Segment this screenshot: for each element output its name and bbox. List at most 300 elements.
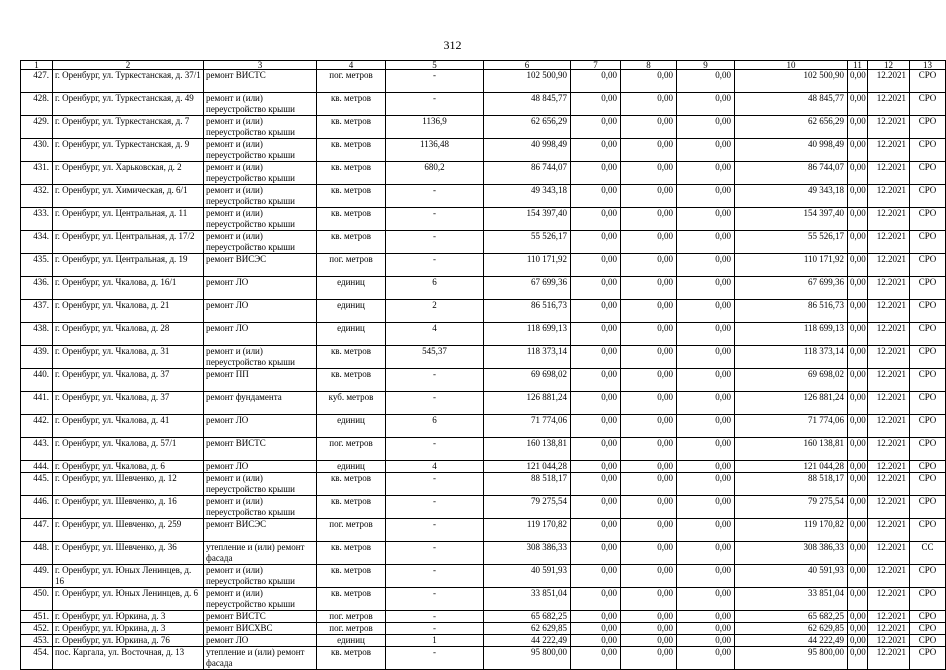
table-cell: 0,00 (571, 70, 621, 93)
table-cell: 0,00 (848, 647, 868, 670)
table-cell: 0,00 (571, 277, 621, 300)
table-cell: 0,00 (571, 473, 621, 496)
table-cell: 0,00 (621, 208, 677, 231)
table-cell: СРО (910, 461, 946, 473)
table-cell: ремонт ВИСЭС (204, 519, 317, 542)
table-cell: кв. метров (317, 231, 386, 254)
table-cell: 0,00 (571, 323, 621, 346)
table-cell: пог. метров (317, 623, 386, 635)
table-cell: СРО (910, 323, 946, 346)
table-cell: 12.2021 (868, 611, 910, 623)
table-cell: 0,00 (848, 369, 868, 392)
table-cell: 4 (386, 461, 484, 473)
table-cell: пог. метров (317, 70, 386, 93)
table-cell: 0,00 (677, 93, 735, 116)
table-row (21, 254, 946, 277)
table-cell: ремонт и (или) переустройство крыши (204, 473, 317, 496)
table-cell: СРО (910, 231, 946, 254)
table-cell: 0,00 (677, 415, 735, 438)
table-cell: ремонт фундамента (204, 392, 317, 415)
table-cell: ремонт ЛО (204, 461, 317, 473)
table-cell: 680,2 (386, 162, 484, 185)
table-cell: 0,00 (621, 323, 677, 346)
table-cell: 49 343,18 (484, 185, 571, 208)
header-row (21, 61, 946, 70)
table-cell: 55 526,17 (484, 231, 571, 254)
table-cell: ремонт ВИСЭС (204, 254, 317, 277)
table-cell: 448. (21, 542, 53, 565)
table-cell: 0,00 (848, 542, 868, 565)
column-header: 3 (204, 61, 317, 70)
table-cell: 0,00 (571, 139, 621, 162)
table-cell: 12.2021 (868, 588, 910, 611)
table-cell: 453. (21, 635, 53, 647)
table-cell: 79 275,54 (735, 496, 848, 519)
table-cell: 0,00 (848, 93, 868, 116)
table-cell: 160 138,81 (735, 438, 848, 461)
table-cell: 12.2021 (868, 635, 910, 647)
table-cell: - (386, 254, 484, 277)
table-cell: 44 222,49 (735, 635, 848, 647)
column-header: 7 (571, 61, 621, 70)
table-cell: СС (910, 542, 946, 565)
table-cell: 0,00 (571, 647, 621, 670)
table-cell: г. Оренбург, ул. Туркестанская, д. 9 (53, 139, 204, 162)
table-cell: 110 171,92 (484, 254, 571, 277)
table-cell: 71 774,06 (735, 415, 848, 438)
table-cell: 121 044,28 (484, 461, 571, 473)
table-cell: 0,00 (677, 392, 735, 415)
table-row (21, 300, 946, 323)
table-cell: 0,00 (677, 647, 735, 670)
table-cell: - (386, 647, 484, 670)
table-cell: 0,00 (571, 208, 621, 231)
column-header: 2 (53, 61, 204, 70)
table-row (21, 392, 946, 415)
table-cell: 0,00 (571, 346, 621, 369)
table-cell: ремонт ПП (204, 369, 317, 392)
table-cell: 0,00 (621, 185, 677, 208)
table-row (21, 93, 946, 116)
table-row (21, 70, 946, 93)
table-cell: кв. метров (317, 542, 386, 565)
table-cell: 431. (21, 162, 53, 185)
table-cell: 118 373,14 (484, 346, 571, 369)
table-cell: кв. метров (317, 208, 386, 231)
table-cell: г. Оренбург, ул. Шевченко, д. 16 (53, 496, 204, 519)
table-cell: 12.2021 (868, 415, 910, 438)
table-cell: 86 516,73 (735, 300, 848, 323)
table-cell: 154 397,40 (735, 208, 848, 231)
table-cell: 86 744,07 (484, 162, 571, 185)
table-cell: 0,00 (571, 496, 621, 519)
table-cell: - (386, 369, 484, 392)
table-cell: 0,00 (621, 565, 677, 588)
table-cell: 86 516,73 (484, 300, 571, 323)
table-cell: г. Оренбург, ул. Чкалова, д. 31 (53, 346, 204, 369)
table-cell: единиц (317, 635, 386, 647)
table-cell: 0,00 (621, 542, 677, 565)
table-cell: 1 (386, 635, 484, 647)
table-cell: единиц (317, 300, 386, 323)
table-cell: г. Оренбург, ул. Чкалова, д. 16/1 (53, 277, 204, 300)
table-cell: СРО (910, 254, 946, 277)
table-cell: 160 138,81 (484, 438, 571, 461)
table-cell: - (386, 542, 484, 565)
table-cell: 0,00 (848, 565, 868, 588)
table-cell: - (386, 185, 484, 208)
table-cell: 62 656,29 (735, 116, 848, 139)
table-cell: ремонт ЛО (204, 415, 317, 438)
table-cell: СРО (910, 623, 946, 635)
table-cell: пог. метров (317, 438, 386, 461)
table-cell: 12.2021 (868, 139, 910, 162)
table-cell: 67 699,36 (484, 277, 571, 300)
table-cell: 0,00 (848, 588, 868, 611)
table-cell: 0,00 (571, 162, 621, 185)
column-header: 11 (848, 61, 868, 70)
table-cell: 154 397,40 (484, 208, 571, 231)
table-cell: 0,00 (571, 369, 621, 392)
table-cell: г. Оренбург, ул. Харьковская, д. 2 (53, 162, 204, 185)
table-cell: ремонт ЛО (204, 323, 317, 346)
table-cell: 0,00 (848, 415, 868, 438)
table-cell: 545,37 (386, 346, 484, 369)
table-cell: СРО (910, 300, 946, 323)
table-cell: 0,00 (621, 461, 677, 473)
table-cell: 439. (21, 346, 53, 369)
table-cell: СРО (910, 438, 946, 461)
table-cell: кв. метров (317, 588, 386, 611)
table-cell: 12.2021 (868, 93, 910, 116)
table-cell: 0,00 (621, 93, 677, 116)
table-cell: кв. метров (317, 565, 386, 588)
table-cell: ремонт и (или) переустройство крыши (204, 139, 317, 162)
table-cell: 0,00 (621, 346, 677, 369)
table-cell: кв. метров (317, 116, 386, 139)
table-cell: г. Оренбург, ул. Юркина, д. 3 (53, 611, 204, 623)
table-cell: 0,00 (848, 323, 868, 346)
table-cell: 0,00 (677, 461, 735, 473)
table-cell: г. Оренбург, ул. Чкалова, д. 6 (53, 461, 204, 473)
table-cell: 0,00 (848, 519, 868, 542)
table-cell: кв. метров (317, 139, 386, 162)
table-cell: 0,00 (571, 623, 621, 635)
table-cell: 102 500,90 (735, 70, 848, 93)
table-cell: 452. (21, 623, 53, 635)
table-cell: 40 591,93 (735, 565, 848, 588)
table-cell: 0,00 (848, 70, 868, 93)
table-cell: ремонт и (или) переустройство крыши (204, 588, 317, 611)
table-cell: 69 698,02 (735, 369, 848, 392)
table-cell: 126 881,24 (484, 392, 571, 415)
table-cell: 12.2021 (868, 392, 910, 415)
table-row (21, 647, 946, 670)
table-cell: СРО (910, 185, 946, 208)
table-cell: 427. (21, 70, 53, 93)
table-cell: 33 851,04 (735, 588, 848, 611)
table-cell: г. Оренбург, ул. Туркестанская, д. 49 (53, 93, 204, 116)
table-cell: 0,00 (621, 496, 677, 519)
table-cell: - (386, 70, 484, 93)
table-cell: ремонт и (или) переустройство крыши (204, 346, 317, 369)
table-cell: 12.2021 (868, 496, 910, 519)
table-row (21, 438, 946, 461)
table-cell: СРО (910, 116, 946, 139)
table-cell: 40 998,49 (484, 139, 571, 162)
table-cell: 0,00 (677, 542, 735, 565)
table-cell: СРО (910, 369, 946, 392)
table-cell: 0,00 (621, 162, 677, 185)
table-cell: 12.2021 (868, 323, 910, 346)
table-cell: ремонт ВИСТС (204, 438, 317, 461)
table-cell: 0,00 (848, 461, 868, 473)
table-cell: СРО (910, 611, 946, 623)
table-cell: ремонт и (или) переустройство крыши (204, 208, 317, 231)
table-cell: 0,00 (621, 70, 677, 93)
table-cell: г. Оренбург, ул. Чкалова, д. 37 (53, 392, 204, 415)
table-cell: 0,00 (621, 254, 677, 277)
table-cell: г. Оренбург, ул. Юркина, д. 3 (53, 623, 204, 635)
table-cell: 0,00 (677, 231, 735, 254)
table-cell: г. Оренбург, ул. Центральная, д. 17/2 (53, 231, 204, 254)
table-cell: СРО (910, 162, 946, 185)
page-number: 312 (443, 38, 462, 52)
table-cell: кв. метров (317, 346, 386, 369)
table-cell: 449. (21, 565, 53, 588)
table-cell: ремонт и (или) переустройство крыши (204, 93, 317, 116)
table-cell: ремонт ЛО (204, 635, 317, 647)
table-cell: 2 (386, 300, 484, 323)
table-cell: 0,00 (677, 185, 735, 208)
table-cell: г. Оренбург, ул. Шевченко, д. 259 (53, 519, 204, 542)
table-cell: 12.2021 (868, 647, 910, 670)
column-header: 10 (735, 61, 848, 70)
table-cell: - (386, 473, 484, 496)
table-cell: - (386, 565, 484, 588)
table-cell: 12.2021 (868, 623, 910, 635)
table-row (21, 415, 946, 438)
table-cell: ремонт ВИСТС (204, 70, 317, 93)
table-cell: 0,00 (677, 70, 735, 93)
table-cell: 40 591,93 (484, 565, 571, 588)
table-row (21, 162, 946, 185)
table-row (21, 565, 946, 588)
table-cell: ремонт и (или) переустройство крыши (204, 116, 317, 139)
table-cell: 308 386,33 (735, 542, 848, 565)
table-cell: 433. (21, 208, 53, 231)
table-cell: 0,00 (677, 565, 735, 588)
column-header: 13 (910, 61, 946, 70)
table-cell: 0,00 (621, 231, 677, 254)
table-cell: 65 682,25 (735, 611, 848, 623)
table-cell: 67 699,36 (735, 277, 848, 300)
table-cell: 447. (21, 519, 53, 542)
table-row (21, 231, 946, 254)
column-header: 9 (677, 61, 735, 70)
table-cell: СРО (910, 473, 946, 496)
table-cell: 0,00 (621, 473, 677, 496)
table-cell: пог. метров (317, 519, 386, 542)
table-cell: ремонт ЛО (204, 277, 317, 300)
table-cell: 0,00 (621, 415, 677, 438)
table-cell: 6 (386, 277, 484, 300)
table-cell: г. Оренбург, ул. Чкалова, д. 37 (53, 369, 204, 392)
table-cell: ремонт и (или) переустройство крыши (204, 185, 317, 208)
table-cell: 434. (21, 231, 53, 254)
table-cell: 0,00 (571, 588, 621, 611)
table-cell: 0,00 (848, 635, 868, 647)
table-cell: 48 845,77 (484, 93, 571, 116)
table-cell: - (386, 588, 484, 611)
table-cell: - (386, 496, 484, 519)
table-cell: 1136,9 (386, 116, 484, 139)
table-cell: г. Оренбург, ул. Шевченко, д. 12 (53, 473, 204, 496)
table-cell: СРО (910, 588, 946, 611)
table-cell: 0,00 (677, 116, 735, 139)
table-cell: ремонт ЛО (204, 300, 317, 323)
table-cell: 0,00 (621, 369, 677, 392)
table-cell: 65 682,25 (484, 611, 571, 623)
table-cell: 0,00 (677, 473, 735, 496)
table-cell: кв. метров (317, 185, 386, 208)
table-cell: 12.2021 (868, 254, 910, 277)
table-cell: 0,00 (571, 461, 621, 473)
table-row (21, 323, 946, 346)
table-cell: 6 (386, 415, 484, 438)
column-header: 6 (484, 61, 571, 70)
table-cell: 437. (21, 300, 53, 323)
table-cell: г. Оренбург, ул. Чкалова, д. 28 (53, 323, 204, 346)
table-cell: 435. (21, 254, 53, 277)
table-row (21, 496, 946, 519)
table-cell: 121 044,28 (735, 461, 848, 473)
table-cell: 0,00 (677, 588, 735, 611)
table-cell: ремонт и (или) переустройство крыши (204, 231, 317, 254)
table-cell: - (386, 438, 484, 461)
table-cell: 12.2021 (868, 438, 910, 461)
table-cell: 0,00 (571, 231, 621, 254)
table-cell: 442. (21, 415, 53, 438)
table-cell: 12.2021 (868, 461, 910, 473)
table-cell: 12.2021 (868, 369, 910, 392)
table-cell: 12.2021 (868, 116, 910, 139)
table-cell: 0,00 (848, 346, 868, 369)
table-cell: 55 526,17 (735, 231, 848, 254)
table-cell: г. Оренбург, ул. Центральная, д. 19 (53, 254, 204, 277)
column-header: 8 (621, 61, 677, 70)
table-cell: 0,00 (848, 611, 868, 623)
table-cell: 0,00 (571, 565, 621, 588)
table-cell: г. Оренбург, ул. Юркина, д. 76 (53, 635, 204, 647)
table-cell: 0,00 (848, 438, 868, 461)
table-cell: единиц (317, 415, 386, 438)
table-cell: 0,00 (848, 277, 868, 300)
table-cell: 118 373,14 (735, 346, 848, 369)
table-row (21, 185, 946, 208)
table-cell: СРО (910, 635, 946, 647)
table-cell: 0,00 (621, 392, 677, 415)
table-cell: СРО (910, 346, 946, 369)
table-cell: г. Оренбург, ул. Юных Ленинцев, д. 6 (53, 588, 204, 611)
table-cell: 12.2021 (868, 565, 910, 588)
table-cell: 0,00 (621, 139, 677, 162)
table-cell: 0,00 (848, 623, 868, 635)
column-header: 1 (21, 61, 53, 70)
table-row (21, 623, 946, 635)
table-cell: 12.2021 (868, 208, 910, 231)
table-cell: 0,00 (621, 277, 677, 300)
table-cell: 12.2021 (868, 70, 910, 93)
table-cell: ремонт и (или) переустройство крыши (204, 565, 317, 588)
table-cell: 0,00 (677, 496, 735, 519)
table-cell: 0,00 (677, 323, 735, 346)
table-cell: СРО (910, 139, 946, 162)
table-cell: 0,00 (677, 254, 735, 277)
table-cell: кв. метров (317, 162, 386, 185)
table-cell: 86 744,07 (735, 162, 848, 185)
table-cell: 0,00 (621, 635, 677, 647)
table-cell: 0,00 (848, 473, 868, 496)
table-cell: 0,00 (571, 635, 621, 647)
table-cell: СРО (910, 519, 946, 542)
table-cell: 12.2021 (868, 277, 910, 300)
table-cell: - (386, 231, 484, 254)
table-cell: 0,00 (848, 231, 868, 254)
table-cell: 118 699,13 (484, 323, 571, 346)
table-cell: 12.2021 (868, 300, 910, 323)
table-cell: г. Оренбург, ул. Шевченко, д. 36 (53, 542, 204, 565)
table-cell: 432. (21, 185, 53, 208)
table-cell: 0,00 (848, 254, 868, 277)
table-cell: 0,00 (848, 300, 868, 323)
table-cell: 0,00 (571, 116, 621, 139)
table-cell: 0,00 (621, 116, 677, 139)
table-cell: - (386, 208, 484, 231)
table-cell: единиц (317, 323, 386, 346)
table-cell: 0,00 (677, 438, 735, 461)
column-header: 4 (317, 61, 386, 70)
table-cell: 0,00 (677, 369, 735, 392)
table-cell: 0,00 (677, 519, 735, 542)
table-cell: г. Оренбург, ул. Центральная, д. 11 (53, 208, 204, 231)
table-cell: 450. (21, 588, 53, 611)
table-cell: СРО (910, 647, 946, 670)
table-cell: г. Оренбург, ул. Туркестанская, д. 37/1 (53, 70, 204, 93)
table-cell: 445. (21, 473, 53, 496)
table-cell: 88 518,17 (484, 473, 571, 496)
table-cell: 88 518,17 (735, 473, 848, 496)
table-cell: 0,00 (571, 415, 621, 438)
table-cell: 0,00 (621, 519, 677, 542)
table-cell: 308 386,33 (484, 542, 571, 565)
table-cell: ремонт ВИСТС (204, 611, 317, 623)
table-cell: 0,00 (571, 611, 621, 623)
table-row (21, 208, 946, 231)
table-row (21, 519, 946, 542)
table-cell: 0,00 (571, 392, 621, 415)
table-cell: - (386, 611, 484, 623)
table-cell: СРО (910, 208, 946, 231)
table-cell: ремонт ВИСХВС (204, 623, 317, 635)
table-cell: единиц (317, 277, 386, 300)
table-cell: СРО (910, 565, 946, 588)
table-cell: 62 629,85 (735, 623, 848, 635)
table-cell: ремонт и (или) переустройство крыши (204, 162, 317, 185)
table-cell: 0,00 (848, 392, 868, 415)
table-cell: 12.2021 (868, 162, 910, 185)
table-cell: утепление и (или) ремонт фасада (204, 647, 317, 670)
